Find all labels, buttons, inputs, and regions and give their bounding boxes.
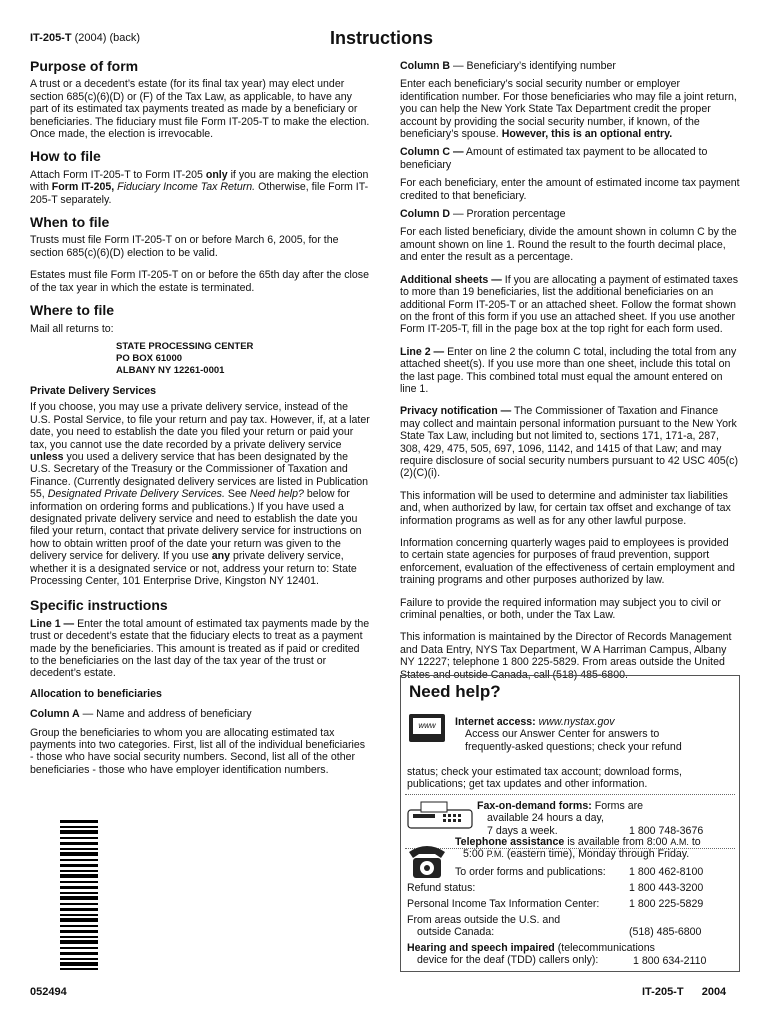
telephone-hours	[455, 848, 737, 860]
private-part-c: below for information on ordering forms and publications.) If you have used a designated private delivery service and need to establish the date you filed your return, contact that private delivery service for instructions on how to obtain written proof of the date your return was given to the delivery service for delivery. If you use	[30, 488, 362, 563]
purpose-text: A trust or a decedent’s estate (for its final tax year) may elect under section 685(c)(6)(D) or (F) of the Tax Law, as applicable, to have any part of its estimated tax payments treated as made by a beneficiary or beneficiaries. The fiduciary must file Form IT-205-T to make the election. Once made, the election is irrevocable.	[30, 78, 370, 141]
page-title: Instructions	[330, 28, 434, 48]
howto-part-c: Otherwise, file Form IT-205-T separately.	[30, 181, 369, 206]
line2-body: Enter on line 2 the column C total, including the total from any attached sheet(s). If you use more than one sheet, include this total on the last page. This combined total must equal the amount entered on line 1.	[400, 345, 737, 395]
colC-subtitle: Amount of estimated tax payment to be allocated to beneficiary	[400, 146, 708, 171]
private-part-a: If you choose, you may use a private delivery service, instead of the U.S. Postal Service, to file your return and pay tax. However, if, at a later date, you need to establish the date you filed your return or paid your tax, you cannot use the date recorded by a private delivery service	[30, 401, 370, 451]
need-help-box	[400, 675, 740, 972]
howto-heading: How to file	[30, 148, 101, 165]
alloc-heading: Allocation to beneficiaries	[30, 687, 162, 700]
pit-label: Personal Income Tax Information Center:	[407, 898, 600, 910]
telephone-icon	[407, 838, 447, 880]
privacy-body: The Commissioner of Taxation and Finance may collect and maintain personal information pursuant to the New York State Tax Law, including but not limited to, sections 171, 171-a, 287, 308, 429, 475, 505, 697, 1096, 1142, and 1415 of that Law; and may require disclosure of social security numbers pursuant to 42 USC 405(c)(2)(C)(i).	[400, 405, 738, 480]
internet-text-1: Access our Answer Center for answers to	[465, 728, 660, 741]
hearing-text-2: device for the deaf (TDD) callers only):	[417, 954, 599, 967]
fax-text-1: Forms are	[594, 800, 644, 812]
colC-title	[400, 146, 740, 171]
form-number: IT-205-T	[30, 32, 72, 44]
address-line-1: STATE PROCESSING CENTER	[116, 340, 254, 352]
internet-text-3: status; check your estimated tax account; download forms,	[407, 766, 682, 778]
footer-form-number: IT-205-T	[642, 986, 684, 998]
colB-label: Column B	[400, 60, 451, 72]
fax-text-3: 7 days a week.	[487, 824, 558, 837]
line2-label: Line 2 —	[400, 345, 445, 358]
colA-text: Group the beneficiaries to whom you are allocating estimated tax payments into two categories. First, list all of the individual beneficiaries - those who have social security numbers. Second, list all of the other beneficiaries - those who have employer identification numbers.	[30, 726, 366, 776]
additional-label: Additional sheets —	[400, 273, 502, 286]
www-icon-screen	[413, 718, 441, 734]
when-trusts: Trusts must file Form IT-205-T on or before March 6, 2005, for the section 685(c)(6)(D) election to be valid.	[30, 234, 339, 259]
private-text	[30, 401, 370, 587]
fax-label: Fax-on-demand forms:	[477, 800, 592, 812]
colD-title	[400, 208, 740, 220]
colA-title	[30, 708, 370, 720]
footer-code: 052494	[30, 986, 67, 998]
howto-part-b: if you are making the election with	[30, 168, 369, 194]
telephone-label: Telephone assistance	[455, 836, 565, 848]
info-penalties: Failure to provide the required information may subject you to civil or criminal penalties, or both, under the Tax Law.	[400, 596, 721, 622]
when-heading: When to file	[30, 214, 110, 231]
telephone-am: A.M.	[670, 837, 689, 847]
private-part-d: private delivery service, whether it is a designated service or not, address your return to: State Processing Center, 101 Enterprise Drive, Kingston NY 12401.	[30, 550, 357, 587]
colA-subtitle: — Name and address of beneficiary	[82, 708, 252, 721]
internet-section	[455, 716, 737, 753]
telephone-section	[455, 836, 737, 861]
specific-heading: Specific instructions	[30, 597, 168, 614]
colD-subtitle: — Proration percentage	[452, 208, 566, 221]
telephone-text-3: (eastern time), Monday through Friday.	[506, 848, 690, 861]
www-icon-label: www	[418, 721, 436, 730]
footer-form	[642, 986, 726, 998]
where-mail: Mail all returns to:	[30, 322, 114, 335]
privacy-text	[400, 405, 740, 479]
howto-form: Form IT-205,	[51, 181, 115, 194]
internet-text-2: frequently-asked questions; check your refund	[465, 740, 682, 753]
hearing-number: 1 800 634-2110	[633, 955, 707, 967]
line1-text	[30, 618, 370, 680]
mailing-address	[30, 341, 370, 377]
info-maintained: This information is maintained by the Director of Records Management and Data Entry, NYS Tax Department, W A Harriman Campus, Albany NY 12227; telephone 1 800 225-5829. From areas outside the United States and outside Canada, call (518) 485-6800.	[400, 631, 732, 681]
colB-text	[400, 78, 740, 140]
outside-number: (518) 485-6800	[629, 926, 702, 938]
barcode-graphic	[60, 820, 98, 970]
telephone-text-2: 5:00	[463, 848, 484, 861]
hearing-label: Hearing and speech impaired	[407, 942, 555, 954]
need-help-heading: Need help?	[409, 682, 501, 701]
refund-label: Refund status:	[407, 882, 476, 894]
private-any: any	[211, 550, 231, 563]
address-line-2: PO BOX 61000	[116, 352, 183, 364]
outside-label	[407, 914, 637, 939]
colB-title	[400, 60, 740, 72]
telephone-pm: P.M.	[486, 849, 504, 860]
telephone-to: to	[691, 836, 701, 848]
address-line-3: ALBANY NY 12261-0001	[116, 364, 225, 376]
info-use: This information will be used to determine and administer tax liabilities and, when authorized by law, for certain tax offset and exchange of tax information programs as well as for any other lawful purpose.	[400, 489, 731, 527]
refund-number: 1 800 443-3200	[629, 882, 704, 894]
order-label: To order forms and publications:	[455, 866, 606, 878]
privacy-label: Privacy notification —	[400, 405, 512, 418]
form-year: (2004) (back)	[74, 32, 141, 44]
left-column	[30, 60, 370, 782]
divider	[405, 794, 735, 795]
footer-year: 2004	[701, 986, 727, 998]
when-estates: Estates must file Form IT-205-T on or before the 65th day after the close of the tax year in which the estate is terminated.	[30, 269, 369, 294]
fax-icon	[407, 800, 473, 830]
hearing-text-1: (telecommunications	[557, 942, 655, 954]
private-part-b: you used a delivery service that has been designated by the U.S. Secretary of the Treasury or the Commissioner of Taxation and Finance. (Currently designated delivery services are listed in Publication 55,	[30, 450, 368, 501]
fax-number: 1 800 748-3676	[629, 825, 704, 837]
howto-italic: Fiduciary Income Tax Return.	[117, 181, 256, 194]
fax-text-2: available 24 hours a day,	[487, 812, 605, 825]
colB-optional: However, this is an optional entry.	[501, 128, 673, 141]
info-wages: Information concerning quarterly wages paid to employees is provided to certain state agencies for purposes of fraud prevention, support enforcement, evaluation of the effectiveness of certain employment and training programs and other purposes authorized by law.	[400, 537, 735, 587]
internet-label: Internet access:	[455, 716, 536, 728]
where-heading: Where to file	[30, 302, 115, 319]
howto-only: only	[205, 168, 228, 181]
line1-body: Enter the total amount of estimated tax payments made by the trust or decedent’s estate that the fiduciary elects to treat as a payment made by the beneficiaries. This amount is treated as if paid or credited to the beneficiaries on the last day of the tax year of the trust or decedent’s estate.	[30, 617, 370, 680]
www-icon	[409, 714, 445, 742]
private-need-help: Need help?	[249, 488, 304, 501]
purpose-heading: Purpose of form	[30, 58, 139, 74]
colC-label: Column C —	[400, 146, 464, 159]
private-publication: Designated Private Delivery Services.	[47, 488, 225, 501]
telephone-text-1: is available from 8:00	[567, 836, 668, 848]
right-column	[400, 60, 740, 687]
colB-subtitle: — Beneficiary’s identifying number	[452, 60, 616, 72]
pit-number: 1 800 225-5829	[629, 898, 704, 910]
colC-text: For each beneficiary, enter the amount of estimated income tax payment credited to that beneficiary.	[400, 177, 740, 202]
private-see: See	[227, 488, 247, 501]
internet-url[interactable]: www.nystax.gov	[538, 716, 615, 728]
additional-body: If you are allocating a payment of estimated taxes to more than 19 beneficiaries, list the additional beneficiaries on an additional Form IT-205-T or an attached sheet. Follow the format shown on the front of this form if you use an attached sheet. If you use another Form IT-205-T, fill in the page box at the top right for each form used.	[400, 273, 738, 336]
colB-body: Enter each beneficiary’s social security number or employer identification number. For those beneficiaries who may file a joint return, you can help the New York State Tax Department credit the proper account by providing the social security number, if known, of the beneficiary’s spouse.	[400, 78, 737, 141]
private-unless: unless	[30, 450, 64, 463]
internet-section-cont	[407, 766, 737, 791]
howto-part-a: Attach Form IT-205-T to Form IT-205	[30, 168, 203, 181]
howto-text	[30, 169, 370, 206]
outside-label-1: From areas outside the U.S. and	[407, 914, 561, 926]
colA-label: Column A	[30, 708, 80, 721]
line1-label: Line 1 —	[30, 617, 75, 630]
outside-label-2: outside Canada:	[417, 926, 495, 939]
colD-text: For each listed beneficiary, divide the amount shown in column C by the amount shown on line 1. Round the result to the fourth decimal place, and enter the result as a percentage.	[400, 226, 737, 264]
order-number: 1 800 462-8100	[629, 866, 704, 878]
additional-sheets	[400, 274, 740, 336]
line2-text	[400, 346, 740, 396]
form-id	[30, 32, 140, 44]
colD-label: Column D	[400, 208, 451, 221]
internet-text-4: publications; get tax updates and other information.	[407, 778, 648, 791]
private-heading: Private Delivery Services	[30, 384, 157, 397]
